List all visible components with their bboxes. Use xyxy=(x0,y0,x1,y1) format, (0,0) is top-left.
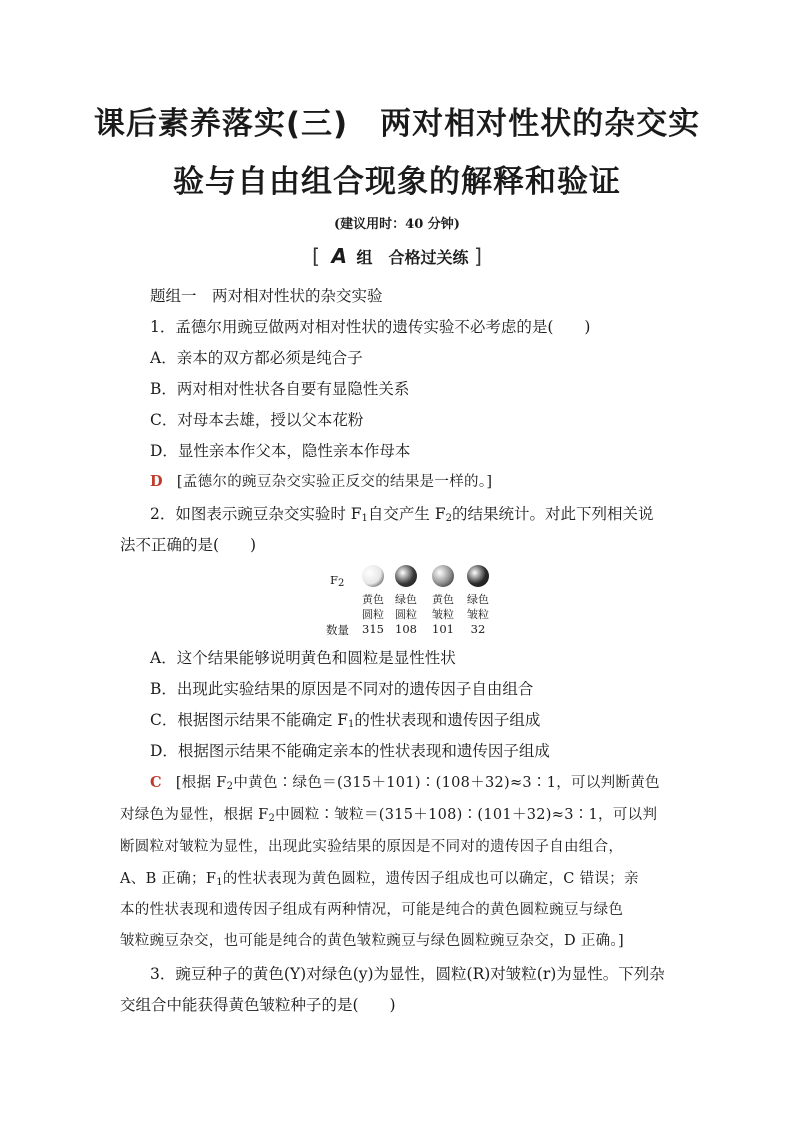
question-1-option-b: B．两对相对性状各自要有显隐性关系 xyxy=(150,380,410,398)
count-label: 数量 xyxy=(326,623,349,637)
question-1-option-c: C．对母本去雄，授以父本花粉 xyxy=(150,411,364,429)
answer-key: C xyxy=(150,774,162,791)
pea-label: 绿色 圆粒 xyxy=(395,593,417,621)
question-2-option-b: B．出现此实验结果的原因是不同对的遗传因子自由组合 xyxy=(150,680,534,698)
pea-label: 黄色 圆粒 xyxy=(362,593,384,621)
group-text: 组 合格过关练 xyxy=(356,248,469,267)
question-3-stem-continued: 交组合中能获得黄色皱粒种子的是( ) xyxy=(120,996,396,1014)
answer-key: D xyxy=(150,473,163,490)
pea-label: 黄色 皱粒 xyxy=(432,593,454,621)
question-1-stem: 1．孟德尔用豌豆做两对相对性状的遗传实验不必考虑的是( ) xyxy=(150,318,591,336)
pea-image-yellow-round xyxy=(362,565,384,587)
question-2-stem-continued: 法不正确的是( ) xyxy=(120,536,257,554)
question-3-stem: 3．豌豆种子的黄色(Y)对绿色(y)为显性，圆粒(R)对皱粒(r)为显性。下列杂 xyxy=(150,965,665,983)
answer-line: 断圆粒对皱粒为显性，出现此实验结果的原因是不同对的遗传因子自由组合， xyxy=(120,839,624,855)
answer-explanation: [孟德尔的豌豆杂交实验正反交的结果是一样的。] xyxy=(176,474,493,490)
page-title-line-2: 验与自由组合现象的解释和验证 xyxy=(173,164,621,200)
suggested-time: (建议用时：40 分钟) xyxy=(334,217,460,232)
answer-line: 对绿色为显性，根据 $F_2$中圆粒∶皱粒＝(315＋108)∶(101＋32)≈3∶1，可以判 xyxy=(120,807,658,824)
pea-image-yellow-wrinkled xyxy=(432,565,454,587)
pea-label: 绿色 皱粒 xyxy=(467,593,489,621)
pea-image-green-wrinkled xyxy=(467,565,489,587)
pea-count: 108 xyxy=(395,622,417,636)
pea-statistics-figure xyxy=(326,563,506,637)
answer-line: 皱粒豌豆杂交，也可能是纯合的黄色皱粒豌豆与绿色圆粒豌豆杂交，D 正确。] xyxy=(120,933,624,949)
section-heading: 题组一 两对相对性状的杂交实验 xyxy=(150,287,383,305)
pea-count: 101 xyxy=(432,622,454,636)
answer-line: 本的性状表现和遗传因子组成有两种情况，可能是纯合的黄色圆粒豌豆与绿色 xyxy=(120,902,624,918)
figure-generation-label: $F_2$ xyxy=(330,573,345,589)
pea-count: 315 xyxy=(362,622,384,636)
pea-image-green-round xyxy=(395,565,417,587)
question-2-stem: 2．如图表示豌豆杂交实验时 $F_1$自交产生 $F_2$的结果统计。对此下列相关说 xyxy=(150,505,654,524)
pea-count: 32 xyxy=(470,622,486,636)
question-2-option-d: D．根据图示结果不能确定亲本的性状表现和遗传因子组成 xyxy=(150,742,550,760)
group-bracket-open: [ xyxy=(312,244,320,268)
group-letter: A xyxy=(331,244,347,268)
group-label xyxy=(0,244,794,268)
question-1-option-a: A．亲本的双方都必须是纯合子 xyxy=(150,349,363,367)
question-1-option-d: D．显性亲本作父本，隐性亲本作母本 xyxy=(150,442,411,460)
question-2-answer: C [根据 $F_2$中黄色∶绿色＝(315＋101)∶(108＋32)≈3∶1，可以判断黄色 xyxy=(150,774,660,792)
question-2-option-c: C．根据图示结果不能确定 $F_1$的性状表现和遗传因子组成 xyxy=(150,711,541,730)
question-1-answer xyxy=(150,470,492,491)
page-title-line-1: 课后素养落实(三) 两对相对性状的杂交实 xyxy=(93,106,701,142)
answer-line: A、B 正确；$F_1$的性状表现为黄色圆粒，遗传因子组成也可以确定，C 错误；亲 xyxy=(120,871,639,888)
group-bracket-close: ] xyxy=(474,244,482,268)
question-2-option-a: A．这个结果能够说明黄色和圆粒是显性性状 xyxy=(150,649,456,667)
